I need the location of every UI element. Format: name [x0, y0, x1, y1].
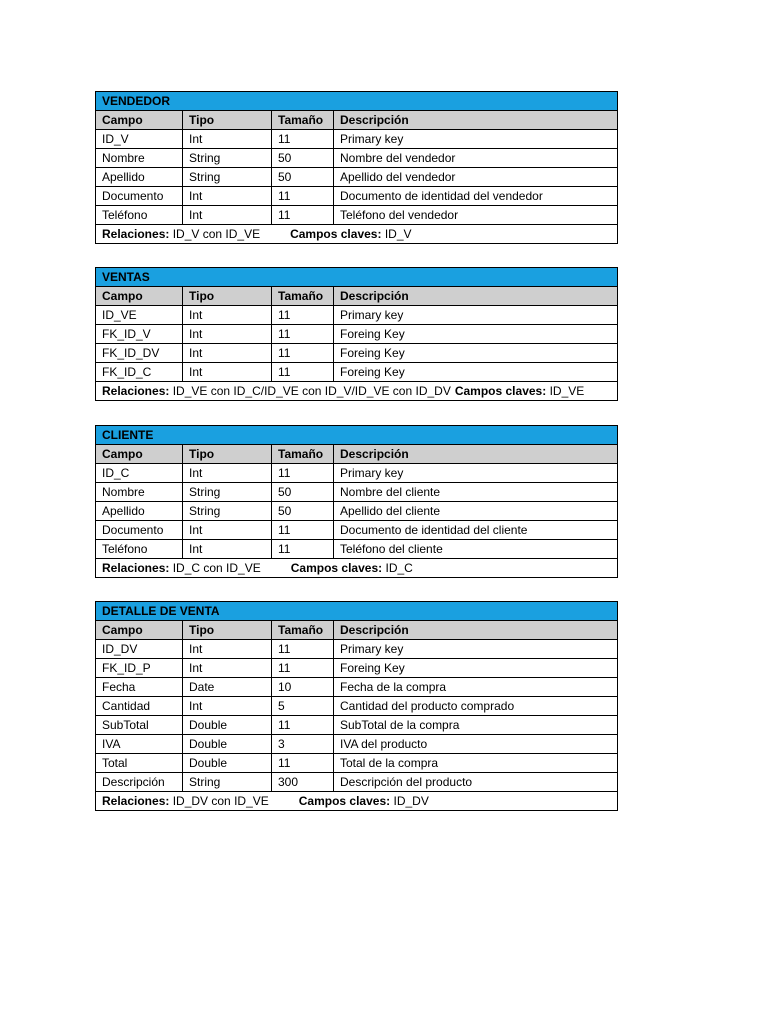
table-cell: Double: [182, 735, 271, 753]
table-header-row: [96, 111, 617, 130]
table-ventas: [95, 267, 618, 401]
relations-value: ID_V con ID_VE: [172, 227, 261, 241]
table-cell: Apellido del vendedor: [333, 168, 617, 186]
table-cell: ID_VE: [102, 308, 137, 322]
table-row: [96, 678, 617, 697]
table-row: [96, 659, 617, 678]
table-cell: Double: [182, 716, 271, 734]
relations-value: ID_DV con ID_VE: [172, 794, 269, 808]
column-header: Tamaño: [271, 111, 333, 129]
table-cell: Fecha de la compra: [333, 678, 617, 696]
table-cell: Apellido: [102, 504, 145, 518]
table-cell: 11: [271, 206, 333, 224]
column-header: Tipo: [182, 287, 271, 305]
table-row: [96, 464, 617, 483]
table-cell: Total de la compra: [333, 754, 617, 772]
relations-value: ID_C con ID_VE: [172, 561, 261, 575]
table-cell: Int: [182, 659, 271, 677]
table-cell: IVA: [102, 737, 121, 751]
keys-label: Campos claves:: [290, 227, 382, 241]
table-cell: 11: [271, 306, 333, 324]
table-row: [96, 187, 617, 206]
table-cell: 11: [271, 716, 333, 734]
table-cell: Nombre: [102, 151, 145, 165]
table-row: [96, 206, 617, 225]
relations-label: Relaciones:: [102, 561, 170, 575]
table-cell: Primary key: [333, 464, 617, 482]
table-cell: 11: [271, 363, 333, 381]
relations-label: Relaciones:: [102, 227, 170, 241]
table-cell: Cantidad del producto comprado: [333, 697, 617, 715]
table-cell: SubTotal: [102, 718, 149, 732]
table-row: [96, 502, 617, 521]
table-cell: 11: [271, 754, 333, 772]
column-header: Descripción: [333, 621, 617, 639]
table-cell: Descripción: [102, 775, 165, 789]
table-row: [96, 149, 617, 168]
table-cell: Foreing Key: [333, 344, 617, 362]
table-cell: Int: [182, 187, 271, 205]
table-cell: Int: [182, 640, 271, 658]
table-cell: Total: [102, 756, 128, 770]
table-cell: Int: [182, 697, 271, 715]
table-cell: ID_C: [102, 466, 130, 480]
table-title: VENDEDOR: [96, 92, 617, 111]
table-cell: 50: [271, 483, 333, 501]
table-cell: 5: [271, 697, 333, 715]
table-cell: 11: [271, 659, 333, 677]
table-row: [96, 773, 617, 792]
table-cell: Foreing Key: [333, 325, 617, 343]
table-cell: String: [182, 149, 271, 167]
column-header: Descripción: [333, 445, 617, 463]
table-cell: Documento: [102, 523, 164, 537]
table-row: [96, 306, 617, 325]
table-cell: Primary key: [333, 306, 617, 324]
column-header: Campo: [102, 113, 143, 127]
table-cell: String: [182, 483, 271, 501]
table-cell: 300: [271, 773, 333, 791]
table-cell: Fecha: [102, 680, 136, 694]
table-title: VENTAS: [96, 268, 617, 287]
table-cell: FK_ID_P: [102, 661, 151, 675]
column-header: Campo: [102, 623, 143, 637]
table-cell: 50: [271, 168, 333, 186]
table-header-row: [96, 621, 617, 640]
table-cell: 11: [271, 521, 333, 539]
table-cell: 11: [271, 187, 333, 205]
relations-line: [96, 559, 617, 577]
table-cell: ID_V: [102, 132, 129, 146]
column-header: Tamaño: [271, 287, 333, 305]
table-cell: Teléfono del vendedor: [333, 206, 617, 224]
table-cell: 50: [271, 502, 333, 520]
column-header: Descripción: [333, 111, 617, 129]
table-cell: Primary key: [333, 640, 617, 658]
table-row: [96, 521, 617, 540]
table-cell: Descripción del producto: [333, 773, 617, 791]
table-row: [96, 344, 617, 363]
column-header: Tipo: [182, 445, 271, 463]
table-cell: ID_DV: [102, 642, 138, 656]
table-cell: Int: [182, 363, 271, 381]
relations-label: Relaciones:: [102, 794, 170, 808]
table-cell: Documento: [102, 189, 164, 203]
column-header: Tipo: [182, 111, 271, 129]
table-detalle-de-venta: [95, 601, 618, 811]
column-header: Tamaño: [271, 621, 333, 639]
table-vendedor: [95, 91, 618, 244]
table-cell: Double: [182, 754, 271, 772]
keys-value: ID_VE: [549, 384, 585, 398]
relations-value: ID_VE con ID_C/ID_VE con ID_V/ID_VE con ID_DV: [172, 384, 451, 398]
table-cell: Teléfono: [102, 208, 148, 222]
table-cell: Foreing Key: [333, 363, 617, 381]
table-row: [96, 168, 617, 187]
table-cell: Int: [182, 464, 271, 482]
table-cell: Apellido del cliente: [333, 502, 617, 520]
table-row: [96, 325, 617, 344]
table-row: [96, 130, 617, 149]
table-cliente: [95, 425, 618, 578]
table-cell: FK_ID_V: [102, 327, 151, 341]
keys-label: Campos claves:: [454, 384, 547, 398]
table-cell: SubTotal de la compra: [333, 716, 617, 734]
table-cell: IVA del producto: [333, 735, 617, 753]
table-cell: Primary key: [333, 130, 617, 148]
column-header: Tamaño: [271, 445, 333, 463]
column-header: Campo: [102, 447, 143, 461]
table-cell: String: [182, 773, 271, 791]
table-cell: Teléfono: [102, 542, 148, 556]
table-cell: Apellido: [102, 170, 145, 184]
table-row: [96, 735, 617, 754]
table-row: [96, 540, 617, 559]
table-row: [96, 640, 617, 659]
table-cell: Nombre del vendedor: [333, 149, 617, 167]
table-cell: Cantidad: [102, 699, 151, 713]
table-cell: Int: [182, 521, 271, 539]
relations-line: [96, 225, 617, 243]
table-cell: 11: [271, 344, 333, 362]
table-cell: 11: [271, 640, 333, 658]
table-cell: 11: [271, 325, 333, 343]
keys-value: ID_V: [384, 227, 412, 241]
table-cell: Int: [182, 130, 271, 148]
table-cell: Int: [182, 325, 271, 343]
table-cell: 3: [271, 735, 333, 753]
table-cell: Documento de identidad del cliente: [333, 521, 617, 539]
table-cell: Date: [182, 678, 271, 696]
table-title: DETALLE DE VENTA: [96, 602, 617, 621]
keys-label: Campos claves:: [298, 794, 391, 808]
table-cell: String: [182, 168, 271, 186]
table-cell: Int: [182, 306, 271, 324]
table-title: CLIENTE: [96, 426, 617, 445]
column-header: Campo: [102, 289, 143, 303]
table-cell: 11: [271, 464, 333, 482]
table-row: [96, 754, 617, 773]
relations-label: Relaciones:: [102, 384, 170, 398]
table-cell: 11: [271, 540, 333, 558]
table-cell: FK_ID_C: [102, 365, 152, 379]
table-cell: Teléfono del cliente: [333, 540, 617, 558]
table-cell: Foreing Key: [333, 659, 617, 677]
relations-line: [96, 382, 617, 400]
table-cell: Documento de identidad del vendedor: [333, 187, 617, 205]
table-row: [96, 716, 617, 735]
keys-value: ID_DV: [393, 794, 429, 808]
table-cell: Nombre: [102, 485, 145, 499]
keys-value: ID_C: [385, 561, 413, 575]
table-header-row: [96, 445, 617, 464]
table-header-row: [96, 287, 617, 306]
table-cell: Int: [182, 540, 271, 558]
table-cell: Int: [182, 344, 271, 362]
table-cell: 10: [271, 678, 333, 696]
table-cell: Nombre del cliente: [333, 483, 617, 501]
keys-label: Campos claves:: [290, 561, 383, 575]
relations-line: [96, 792, 617, 810]
column-header: Descripción: [333, 287, 617, 305]
table-row: [96, 483, 617, 502]
table-cell: FK_ID_DV: [102, 346, 160, 360]
column-header: Tipo: [182, 621, 271, 639]
table-cell: 50: [271, 149, 333, 167]
table-cell: 11: [271, 130, 333, 148]
table-cell: Int: [182, 206, 271, 224]
table-row: [96, 697, 617, 716]
table-cell: String: [182, 502, 271, 520]
table-row: [96, 363, 617, 382]
